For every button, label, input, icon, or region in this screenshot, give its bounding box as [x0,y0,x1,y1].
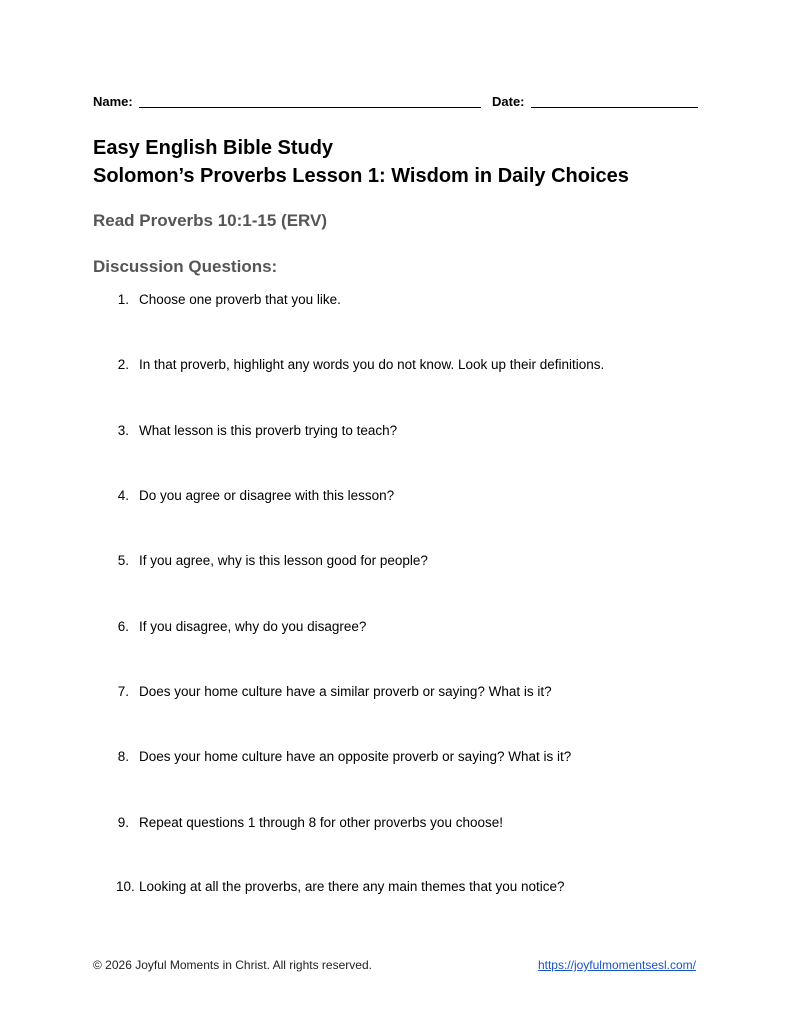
title-line-1: Easy English Bible Study [93,137,334,159]
question-text: If you agree, why is this lesson good for people? [139,553,428,568]
name-label: Name: [93,94,133,109]
date-field[interactable] [492,92,699,110]
name-date-header [93,92,699,112]
question-number: 1. [117,292,129,307]
question-text: Does your home culture have a similar proverb or saying? What is it? [139,684,552,699]
document-title [93,134,629,190]
question-number: 6. [117,619,129,634]
question-text: Looking at all the proverbs, are there any main themes that you notice? [139,879,565,894]
question-text: If you disagree, why do you disagree? [139,619,367,634]
date-label: Date: [492,94,525,109]
question-number: 3. [117,423,129,438]
question-number: 9. [117,815,129,830]
website-link[interactable]: https://joyfulmomentsesl.com/ [537,958,696,972]
discussion-heading: Discussion Questions: [93,257,278,276]
question-text: Does your home culture have an opposite proverb or saying? What is it? [139,749,572,764]
question-number: 2. [117,357,129,372]
question-text: In that proverb, highlight any words you do not know. Look up their definitions. [139,357,605,372]
name-blank-line [139,107,481,108]
question-number: 10. [116,879,135,894]
question-text: Repeat questions 1 through 8 for other proverbs you choose! [139,815,503,830]
reading-heading: Read Proverbs 10:1-15 (ERV) [93,211,328,230]
copyright-notice: © 2026 Joyful Moments in Christ. All rights reserved. [93,958,372,972]
question-text: What lesson is this proverb trying to teach? [139,423,398,438]
page-footer [93,958,696,976]
title-line-2: Solomon’s Proverbs Lesson 1: Wisdom in Daily Choices [93,165,629,187]
question-text: Do you agree or disagree with this lesson? [139,488,395,503]
question-number: 4. [117,488,129,503]
date-blank-line [531,107,698,108]
question-number: 5. [117,553,129,568]
question-text: Choose one proverb that you like. [139,292,341,307]
question-number: 8. [117,749,129,764]
question-number: 7. [117,684,129,699]
name-field[interactable] [93,92,481,110]
